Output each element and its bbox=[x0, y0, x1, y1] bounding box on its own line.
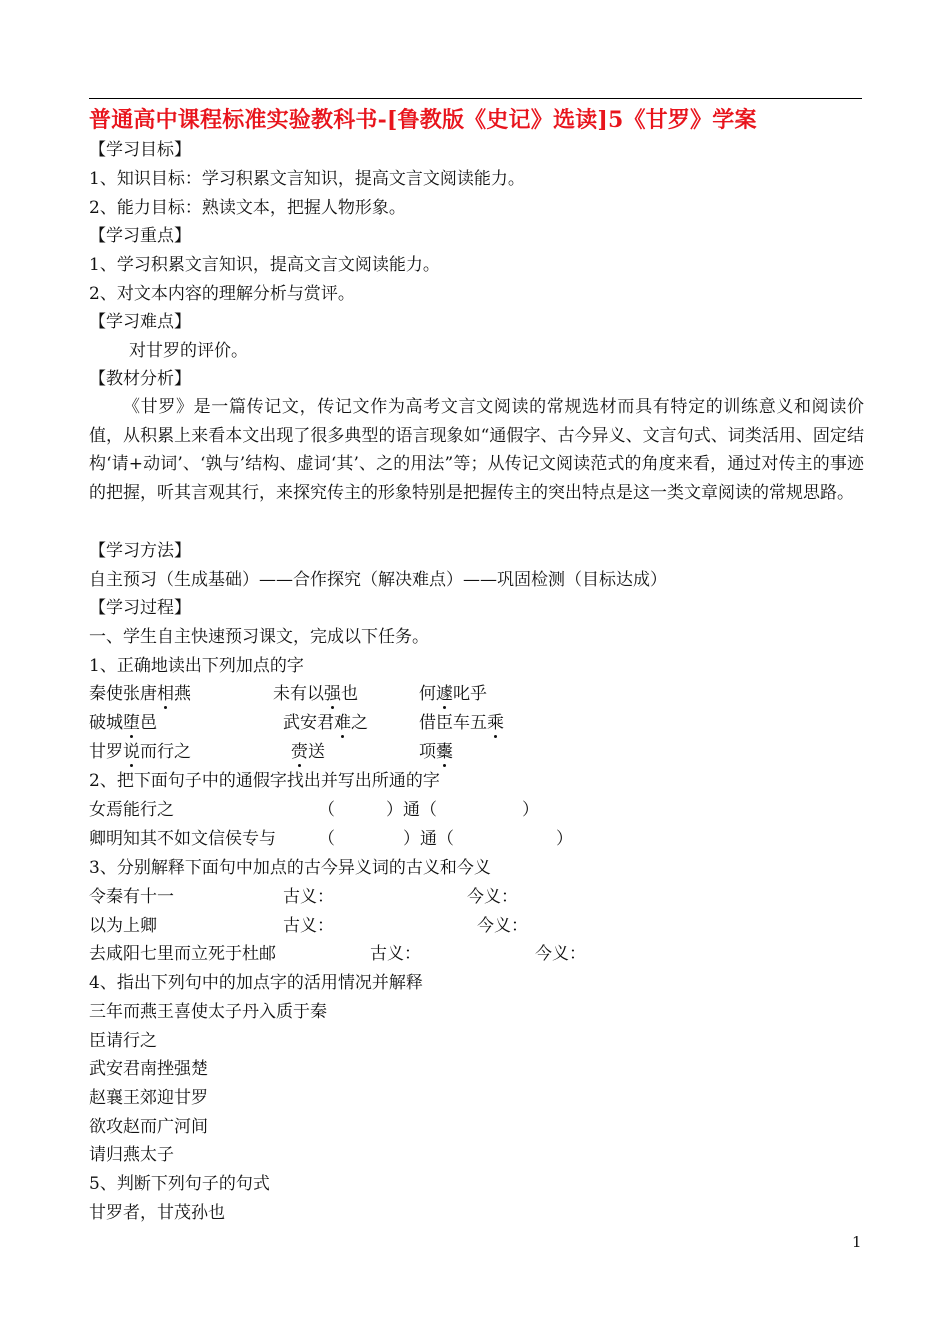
task1-phrase bbox=[419, 682, 487, 706]
section-difficulty-header: 【学习难点】 bbox=[89, 312, 191, 332]
task3-modern-label: 今义： bbox=[477, 916, 528, 936]
task4-item: 请归燕太子 bbox=[89, 1145, 174, 1165]
emphasis-dotted-char: 赍 bbox=[291, 742, 308, 762]
phrase-text: 甘罗 bbox=[89, 742, 123, 762]
emphasis-dotted-char: 难 bbox=[334, 713, 351, 733]
task3-modern-label: 今义： bbox=[467, 887, 518, 907]
task1-phrase bbox=[291, 740, 325, 764]
emphasis-dotted-char: 櫜 bbox=[436, 742, 453, 762]
task3-sentence: 令秦有十一 bbox=[89, 887, 174, 907]
document-title: 普通高中课程标准实验教科书-[鲁教版《史记》选读]5《甘罗》学案 bbox=[89, 107, 757, 133]
emphasis-dotted-char: 相 bbox=[157, 684, 174, 704]
goal-item: 1、知识目标：学习积累文言知识，提高文言文阅读能力。 bbox=[89, 169, 525, 189]
section-key-header: 【学习重点】 bbox=[89, 226, 191, 246]
task2-heading: 2、把下面句子中的通假字找出并写出所通的字 bbox=[89, 771, 440, 791]
task5-item: 甘罗者，甘茂孙也 bbox=[89, 1203, 225, 1223]
task2-sentence: 卿明知其不如文信侯专与 bbox=[89, 829, 276, 849]
task3-sentence: 去咸阳七里而立死于杜邮 bbox=[89, 944, 276, 964]
task1-phrase bbox=[419, 711, 504, 735]
task3-ancient-label: 古义： bbox=[370, 944, 421, 964]
task2-blank: （ ）通（ ） bbox=[318, 829, 573, 849]
goal-item: 2、能力目标：熟读文本，把握人物形象。 bbox=[89, 198, 406, 218]
task4-item: 赵襄王郊迎甘罗 bbox=[89, 1088, 208, 1108]
phrase-text: 邑 bbox=[140, 713, 157, 733]
task1-phrase bbox=[89, 682, 191, 706]
task1-phrase bbox=[283, 711, 368, 735]
phrase-text: 项 bbox=[419, 742, 436, 762]
page-number: 1 bbox=[852, 1233, 862, 1251]
phrase-text: 借臣车五 bbox=[419, 713, 487, 733]
task3-ancient-label: 古义： bbox=[283, 887, 334, 907]
phrase-text: 燕 bbox=[174, 684, 191, 704]
task3-sentence: 以为上卿 bbox=[89, 916, 157, 936]
difficulty-item: 对甘罗的评价。 bbox=[129, 341, 248, 361]
task4-heading: 4、指出下列句中的加点字的活用情况并解释 bbox=[89, 973, 423, 993]
task3-modern-label: 今义： bbox=[535, 944, 586, 964]
task4-item: 臣请行之 bbox=[89, 1031, 157, 1051]
phrase-text: 秦使张唐 bbox=[89, 684, 157, 704]
task4-item: 武安君南挫强楚 bbox=[89, 1059, 208, 1079]
phrase-text: 也 bbox=[341, 684, 358, 704]
section-analysis-header: 【教材分析】 bbox=[89, 369, 191, 389]
header-rule bbox=[89, 98, 862, 99]
task2-blank: （ ）通（ ） bbox=[318, 800, 539, 820]
section-process-header: 【学习过程】 bbox=[89, 598, 191, 618]
phrase-text: 叱乎 bbox=[453, 684, 487, 704]
key-item: 2、对文本内容的理解分析与赏评。 bbox=[89, 284, 355, 304]
process-intro: 一、学生自主快速预习课文，完成以下任务。 bbox=[89, 627, 429, 647]
method-text: 自主预习（生成基础）——合作探究（解决难点）——巩固检测（目标达成） bbox=[89, 570, 667, 590]
task1-phrase bbox=[89, 711, 157, 735]
phrase-text: 破城 bbox=[89, 713, 123, 733]
emphasis-dotted-char: 遽 bbox=[436, 684, 453, 704]
emphasis-dotted-char: 说 bbox=[123, 742, 140, 762]
analysis-paragraph: 《甘罗》是一篇传记文，传记文作为高考文言文阅读的常规选材而具有特定的训练意义和阅读价值，从积累上来看本文出现了很多典型的语言现象如“通假字、古今异义、文言句式、词类活用、固定结构‘请+动词’、‘孰与’结构、虚词‘其’、之的用法”等；从传记文阅读范式的角度来看，通过对传主的事迹的把握，听其言观其行，来探究传主的形象特别是把握传主的突出特点是这一类文章阅读的常规思路。 bbox=[89, 397, 864, 503]
phrase-text: 送 bbox=[308, 742, 325, 762]
phrase-text: 武安君 bbox=[283, 713, 334, 733]
section-goals-header: 【学习目标】 bbox=[89, 140, 191, 160]
emphasis-dotted-char: 强 bbox=[324, 684, 341, 704]
key-item: 1、学习积累文言知识，提高文言文阅读能力。 bbox=[89, 255, 440, 275]
phrase-text: 未有以 bbox=[273, 684, 324, 704]
task1-phrase bbox=[273, 682, 358, 706]
section-method-header: 【学习方法】 bbox=[89, 541, 191, 561]
task3-heading: 3、分别解释下面句中加点的古今异义词的古义和今义 bbox=[89, 858, 491, 878]
task4-item: 欲攻赵而广河间 bbox=[89, 1117, 208, 1137]
task3-ancient-label: 古义： bbox=[283, 916, 334, 936]
task4-item: 三年而燕王喜使太子丹入质于秦 bbox=[89, 1002, 327, 1022]
task1-heading: 1、正确地读出下列加点的字 bbox=[89, 656, 304, 676]
task5-heading: 5、判断下列句子的句式 bbox=[89, 1174, 270, 1194]
task2-sentence: 女焉能行之 bbox=[89, 800, 174, 820]
task1-phrase bbox=[89, 740, 191, 764]
phrase-text: 何 bbox=[419, 684, 436, 704]
emphasis-dotted-char: 乘 bbox=[487, 713, 504, 733]
task1-phrase bbox=[419, 740, 453, 764]
phrase-text: 之 bbox=[351, 713, 368, 733]
phrase-text: 而行之 bbox=[140, 742, 191, 762]
emphasis-dotted-char: 堕 bbox=[123, 713, 140, 733]
